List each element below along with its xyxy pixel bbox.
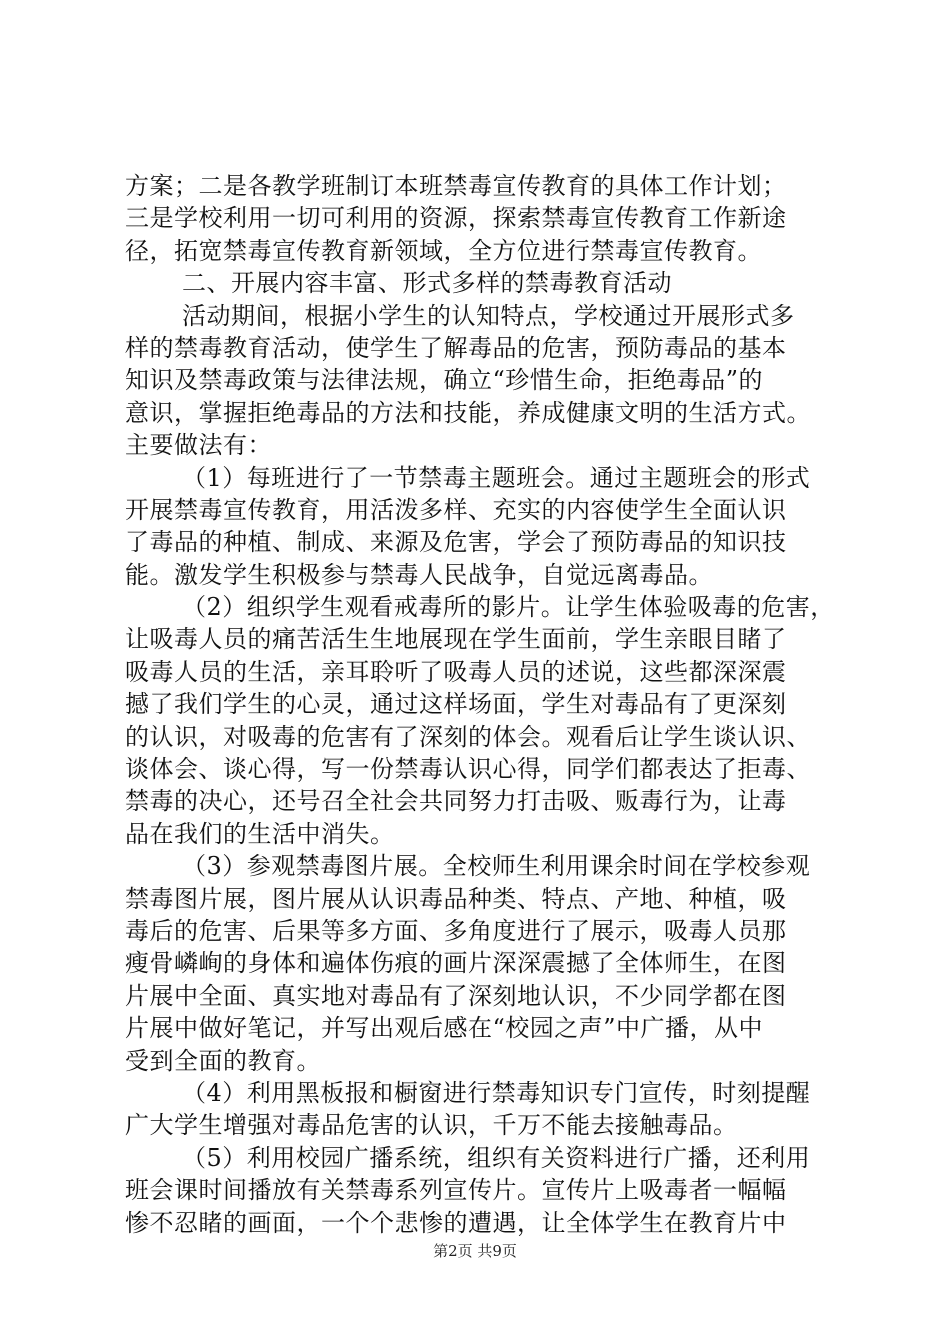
text-line: （5）利用校园广播系统，组织有关资料进行广播，还利用 — [182, 1143, 811, 1172]
text-line: （3）参观禁毒图片展。全校师生利用课余时间在学校参观 — [182, 852, 811, 881]
text-line: 片展中做好笔记，并写出观后感在“校园之声”中广播，从中 — [125, 1014, 764, 1043]
text-line: 方案；二是各教学班制订本班禁毒宣传教育的具体工作计划； — [125, 172, 787, 200]
text-line: 片展中全面、真实地对毒品有了深刻地认识，不少同学都在图 — [125, 981, 787, 1010]
text-line: 的认识，对吸毒的危害有了深刻的体会。观看后让学生谈认识、 — [125, 722, 811, 751]
text-line: 能。激发学生积极参与禁毒人民战争，自觉远离毒品。 — [125, 560, 713, 589]
text-line: 吸毒人员的生活，亲耳聆听了吸毒人员的述说，这些都深深震 — [125, 657, 787, 686]
text-line: 受到全面的教育。 — [125, 1046, 321, 1075]
text-line: 开展禁毒宣传教育，用活泼多样、充实的内容使学生全面认识 — [125, 495, 787, 524]
text-line: 班会课时间播放有关禁毒系列宣传片。宣传片上吸毒者一幅幅 — [125, 1176, 787, 1205]
text-line: 样的禁毒教育活动，使学生了解毒品的危害，预防毒品的基本 — [125, 333, 787, 362]
text-line: 活动期间，根据小学生的认知特点，学校通过开展形式多 — [182, 301, 795, 330]
text-line: 禁毒的决心，还号召全社会共同努力打击吸、贩毒行为，让毒 — [125, 787, 787, 816]
text-line: 让吸毒人员的痛苦活生生地展现在学生面前，学生亲眼目睹了 — [125, 625, 787, 654]
text-line: 径，拓宽禁毒宣传教育新领域，全方位进行禁毒宣传教育。 — [125, 236, 762, 265]
text-line: （2）组织学生观看戒毒所的影片。让学生体验吸毒的危害， — [182, 593, 835, 622]
text-line: 了毒品的种植、制成、来源及危害，学会了预防毒品的知识技 — [125, 528, 787, 557]
text-line: 谈体会、谈心得，写一份禁毒认识心得，同学们都表达了拒毒、 — [125, 755, 811, 784]
document-body — [125, 170, 835, 1239]
text-line: 惨不忍睹的画面，一个个悲惨的遭遇，让全体学生在教育片中 — [125, 1208, 787, 1237]
page-footer: 第2页 共9页 — [433, 1242, 517, 1260]
text-line: 知识及禁毒政策与法律法规，确立“珍惜生命，拒绝毒品”的 — [125, 366, 764, 395]
text-line: 二、开展内容丰富、形式多样的禁毒教育活动 — [182, 269, 672, 298]
text-line: 禁毒图片展，图片展从认识毒品种类、特点、产地、种植，吸 — [125, 884, 787, 913]
text-line: 瘦骨嶙峋的身体和遍体伤痕的画片深深震撼了全体师生，在图 — [125, 949, 787, 978]
text-line: 毒后的危害、后果等多方面、多角度进行了展示，吸毒人员那 — [125, 916, 787, 945]
text-line: 品在我们的生活中消失。 — [125, 819, 395, 848]
text-line: 三是学校利用一切可利用的资源，探索禁毒宣传教育工作新途 — [125, 204, 787, 233]
text-line: （1）每班进行了一节禁毒主题班会。通过主题班会的形式 — [182, 463, 811, 492]
text-line: （4）利用黑板报和橱窗进行禁毒知识专门宣传，时刻提醒 — [182, 1078, 811, 1107]
text-line: 意识，掌握拒绝毒品的方法和技能，养成健康文明的生活方式。 — [125, 398, 811, 427]
text-line: 广大学生增强对毒品危害的认识，千万不能去接触毒品。 — [125, 1111, 738, 1140]
text-line: 撼了我们学生的心灵，通过这样场面，学生对毒品有了更深刻 — [125, 690, 787, 719]
text-line: 主要做法有： — [125, 431, 272, 460]
